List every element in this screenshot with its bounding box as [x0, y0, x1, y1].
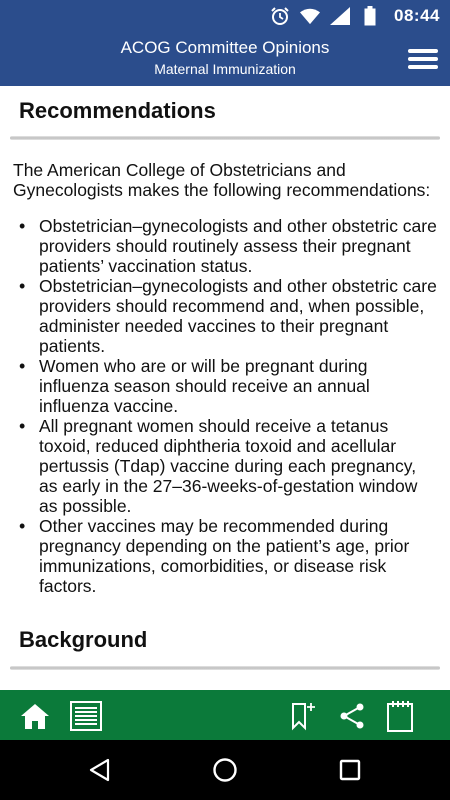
- list-icon[interactable]: [70, 700, 102, 732]
- hamburger-menu-icon[interactable]: [408, 46, 438, 72]
- back-icon[interactable]: [86, 756, 114, 784]
- app-subtitle: Maternal Immunization: [154, 61, 296, 77]
- recents-icon[interactable]: [336, 756, 364, 784]
- list-item: • Women who are or will be pregnant during influenza season should receive an annual influenza vaccine.: [13, 356, 438, 416]
- section-heading-recommendations: Recommendations: [19, 98, 216, 123]
- header-titles: [0, 37, 450, 79]
- menu-line: [408, 57, 438, 61]
- wifi-icon: [300, 6, 320, 26]
- app-title: ACOG Committee Opinions: [120, 38, 330, 57]
- bottom-toolbar: [0, 690, 450, 740]
- recommendations-intro: The American College of Obstetricians and Gynecologists makes the following recommendations:: [13, 160, 431, 200]
- status-bar: [0, 0, 450, 32]
- bookmark-add-icon[interactable]: [287, 700, 319, 732]
- signal-icon: [330, 6, 350, 26]
- home-circle-icon[interactable]: [211, 756, 239, 784]
- list-item: • Obstetrician–gynecologists and other obstetric care providers should routinely assess their pregnant patients’ vaccination status.: [13, 216, 438, 276]
- section-heading-background: Background: [19, 627, 148, 652]
- menu-line: [408, 65, 438, 69]
- notepad-icon[interactable]: [384, 700, 416, 732]
- battery-icon: [360, 6, 380, 26]
- section-divider: [10, 136, 440, 140]
- alarm-icon: [270, 6, 290, 26]
- app-header: [0, 32, 450, 86]
- menu-line: [408, 49, 438, 53]
- status-time: 08:44: [394, 6, 440, 25]
- home-icon[interactable]: [19, 700, 51, 732]
- list-item: • All pregnant women should receive a tetanus toxoid, reduced diphtheria toxoid and acellular pertussis (Tdap) vaccine during each pregnancy, as early in the 27–36-weeks-of-gestation window as possible.: [13, 416, 438, 516]
- list-item: • Obstetrician–gynecologists and other obstetric care providers should recommend and, when possible, administer needed vaccines to their pregnant patients.: [13, 276, 438, 356]
- recommendations-list: [13, 216, 438, 596]
- section-divider: [10, 666, 440, 670]
- share-icon[interactable]: [336, 700, 368, 732]
- system-nav-bar: [0, 740, 450, 800]
- list-item: • Other vaccines may be recommended during pregnancy depending on the patient’s age, prior immunizations, comorbidities, or disease risk factors.: [13, 516, 438, 596]
- document-content[interactable]: [0, 86, 450, 690]
